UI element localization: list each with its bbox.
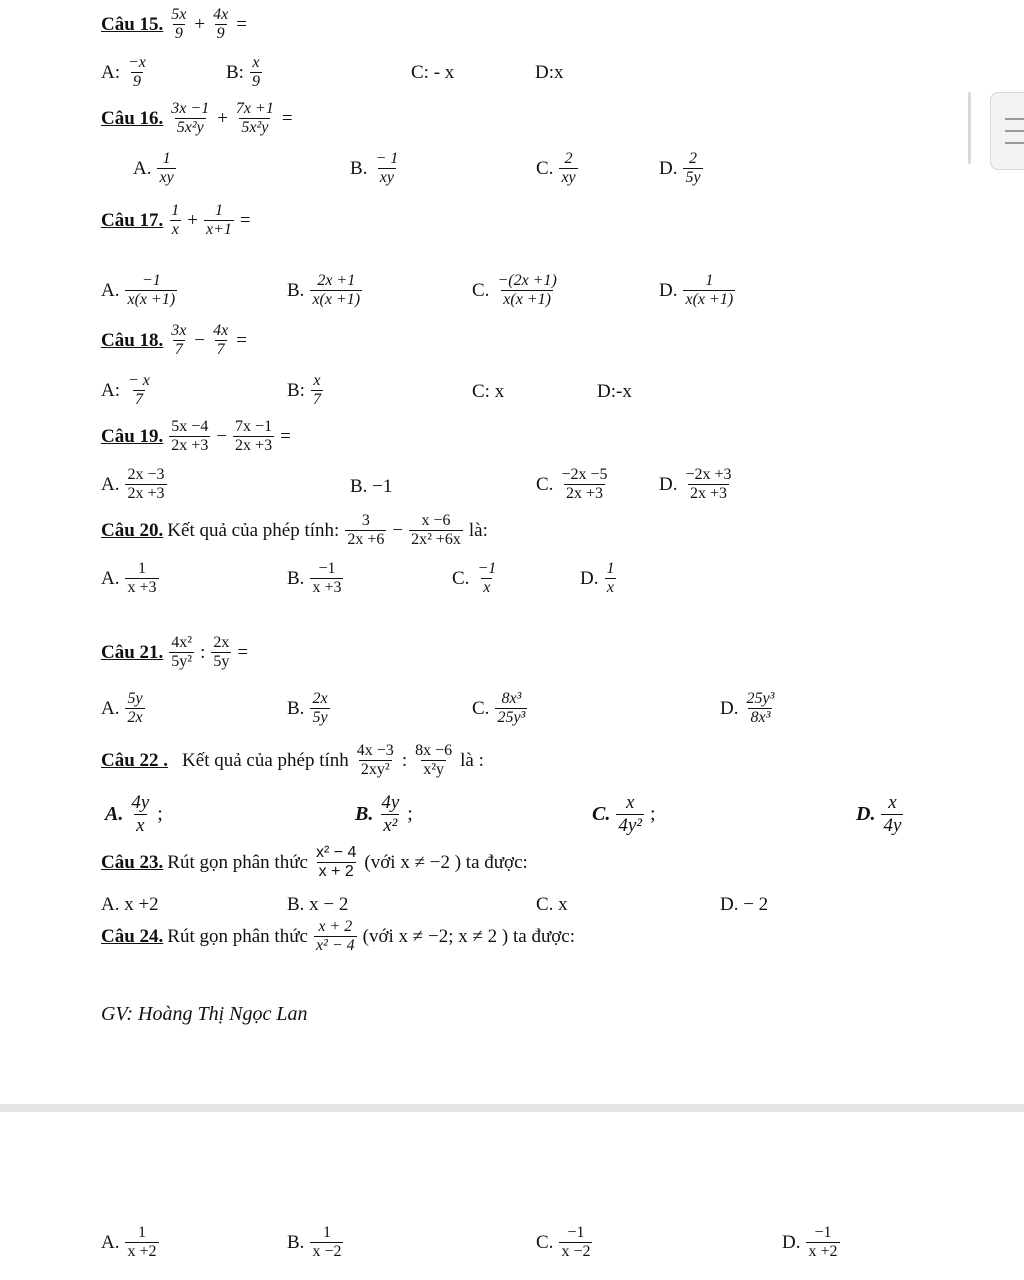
option-c: C. $\frac{-1}{x}$ xyxy=(452,560,497,597)
option-d: D. − 2 xyxy=(720,894,769,915)
option-b: B. $\frac{-1}{x +3}$ xyxy=(287,560,342,597)
option-c: C. x xyxy=(536,894,568,915)
option-c: C. $\frac{x}{\text{4y²}}$ ; xyxy=(592,792,656,836)
option-c: C. $\frac{-2x -5}{2x +3}$ xyxy=(536,466,608,503)
option-a: A. $\frac{-1}{x(x +1)}$ xyxy=(101,272,176,309)
option-d: D. $\frac{\text{25y³}}{\text{8x³}}$ xyxy=(720,690,775,727)
option-b: B. $\frac{1}{x -2}$ xyxy=(287,1224,342,1261)
option-d: D:x xyxy=(535,62,564,83)
question-label: Câu 15. xyxy=(101,13,164,35)
fraction: $\frac{4x}{9}$ xyxy=(213,6,229,43)
option-d: D:-x xyxy=(597,381,632,402)
option-a: A. $\frac{1}{x +3}$ xyxy=(101,560,157,597)
hamburger-menu-icon[interactable] xyxy=(990,92,1024,170)
page-divider xyxy=(0,1104,1024,1112)
option-d: D. $\frac{x}{4y}$ xyxy=(856,792,902,836)
option-b: B. −1 xyxy=(350,476,393,497)
option-d: D. $\frac{-1}{x +2}$ xyxy=(782,1224,838,1261)
question-label: Câu 18. xyxy=(101,329,164,351)
option-b: B: $\frac{x}{7}$ xyxy=(287,372,321,409)
option-b: B. $\frac{- 1}{xy}$ xyxy=(350,150,399,187)
question-21: Câu 21. $\frac{\text{4x²}}{\text{5y²}}$ : $\frac{2x}{5y}$ = xyxy=(101,634,249,671)
question-16: Câu 16. $\frac{3x -1}{\text{5x²y}}$ + $\frac{7x +1}{\text{5x²y}}$ = xyxy=(101,100,293,137)
option-d: D. $\frac{-2x +3}{2x +3}$ xyxy=(659,466,732,503)
option-a: A: $\frac{- x}{7}$ xyxy=(101,372,150,409)
operator: + xyxy=(194,13,206,35)
question-label: Câu 22 . xyxy=(101,749,169,771)
option-a: A. $\frac{2x -3}{2x +3}$ xyxy=(101,466,165,503)
question-label: Câu 21. xyxy=(101,641,164,663)
option-c: C. $\frac{-1}{x -2}$ xyxy=(536,1224,591,1261)
option-c: C. $\frac{-(2x +1)}{x(x +1)}$ xyxy=(472,272,557,309)
option-a: A. $\frac{1}{xy}$ xyxy=(133,150,174,187)
question-label: Câu 24. xyxy=(101,925,164,947)
condition: (với x ≠ −2; x ≠ 2 ) ta được: xyxy=(362,925,576,947)
option-b: B. x − 2 xyxy=(287,894,349,915)
question-text: Rút gọn phân thức xyxy=(167,925,308,947)
scrollbar[interactable] xyxy=(968,92,971,164)
fraction: $\frac{5x}{9}$ xyxy=(171,6,187,43)
question-18: Câu 18. $\frac{3x}{7}$ − $\frac{4x}{7}$ = xyxy=(101,322,247,359)
option-c: C: x xyxy=(472,381,505,402)
question-20: Câu 20. Kết quả của phép tính: $\frac{3}{2x +6}$ − $\frac{x -6}{\text{2x² +6x}}$ là: xyxy=(101,512,488,549)
option-a: A. $\frac{4y}{x}$ ; xyxy=(105,792,163,836)
question-label: Câu 23. xyxy=(101,851,164,873)
question-22: Câu 22 . Kết quả của phép tính $\frac{4x -3}{\text{2xy²}}$ : $\frac{8x -6}{\text{x²y}}$ là : xyxy=(101,742,484,779)
question-label: Câu 16. xyxy=(101,107,164,129)
option-d: D. $\frac{1}{x(x +1)}$ xyxy=(659,272,734,309)
question-label: Câu 20. xyxy=(101,519,164,541)
condition: (với x ≠ −2 ) ta được: xyxy=(364,851,528,873)
question-label: Câu 17. xyxy=(101,209,164,231)
option-b: B. $\frac{4y}{\text{x²}}$ ; xyxy=(355,792,413,836)
question-24: Câu 24. Rút gọn phân thức $\frac{x + 2}{\text{x² − 4}}$ (với x ≠ −2; x ≠ 2 ) ta được: xyxy=(101,918,576,955)
option-a: A: $\frac{-x}{9}$ xyxy=(101,54,146,91)
question-23: Câu 23. Rút gọn phân thức $\frac{\text{x² − 4}}{x + 2}$ (với x ≠ −2 ) ta được: xyxy=(101,844,528,881)
question-text: Kết quả của phép tính xyxy=(182,749,349,771)
option-c: C. $\frac{\text{8x³}}{\text{25y³}}$ xyxy=(472,690,526,727)
question-label: Câu 19. xyxy=(101,425,164,447)
option-d: D. $\frac{2}{5y}$ xyxy=(659,150,701,187)
question-15 xyxy=(101,6,247,44)
question-17: Câu 17. $\frac{1}{x}$ + $\frac{1}{x+1}$ = xyxy=(101,202,251,239)
option-c: C: - x xyxy=(411,62,455,83)
option-a: A. $\frac{1}{x +2}$ xyxy=(101,1224,157,1261)
option-a: A. x +2 xyxy=(101,894,159,915)
option-d: D. $\frac{1}{x}$ xyxy=(580,560,615,597)
option-b: B. $\frac{2x}{5y}$ xyxy=(287,690,328,727)
equals: = xyxy=(236,13,247,35)
question-19: Câu 19. $\frac{5x -4}{2x +3}$ − $\frac{7x -1}{2x +3}$ = xyxy=(101,418,291,455)
signature: GV: Hoàng Thị Ngọc Lan xyxy=(101,1003,308,1025)
option-c: C. $\frac{2}{xy}$ xyxy=(536,150,576,187)
option-b: B: $\frac{x}{9}$ xyxy=(226,54,260,91)
option-b: B. $\frac{2x +1}{x(x +1)}$ xyxy=(287,272,361,309)
question-text: Kết quả của phép tính: xyxy=(167,519,340,541)
option-a: A. $\frac{5y}{2x}$ xyxy=(101,690,143,727)
question-text: Rút gọn phân thức xyxy=(167,851,308,873)
